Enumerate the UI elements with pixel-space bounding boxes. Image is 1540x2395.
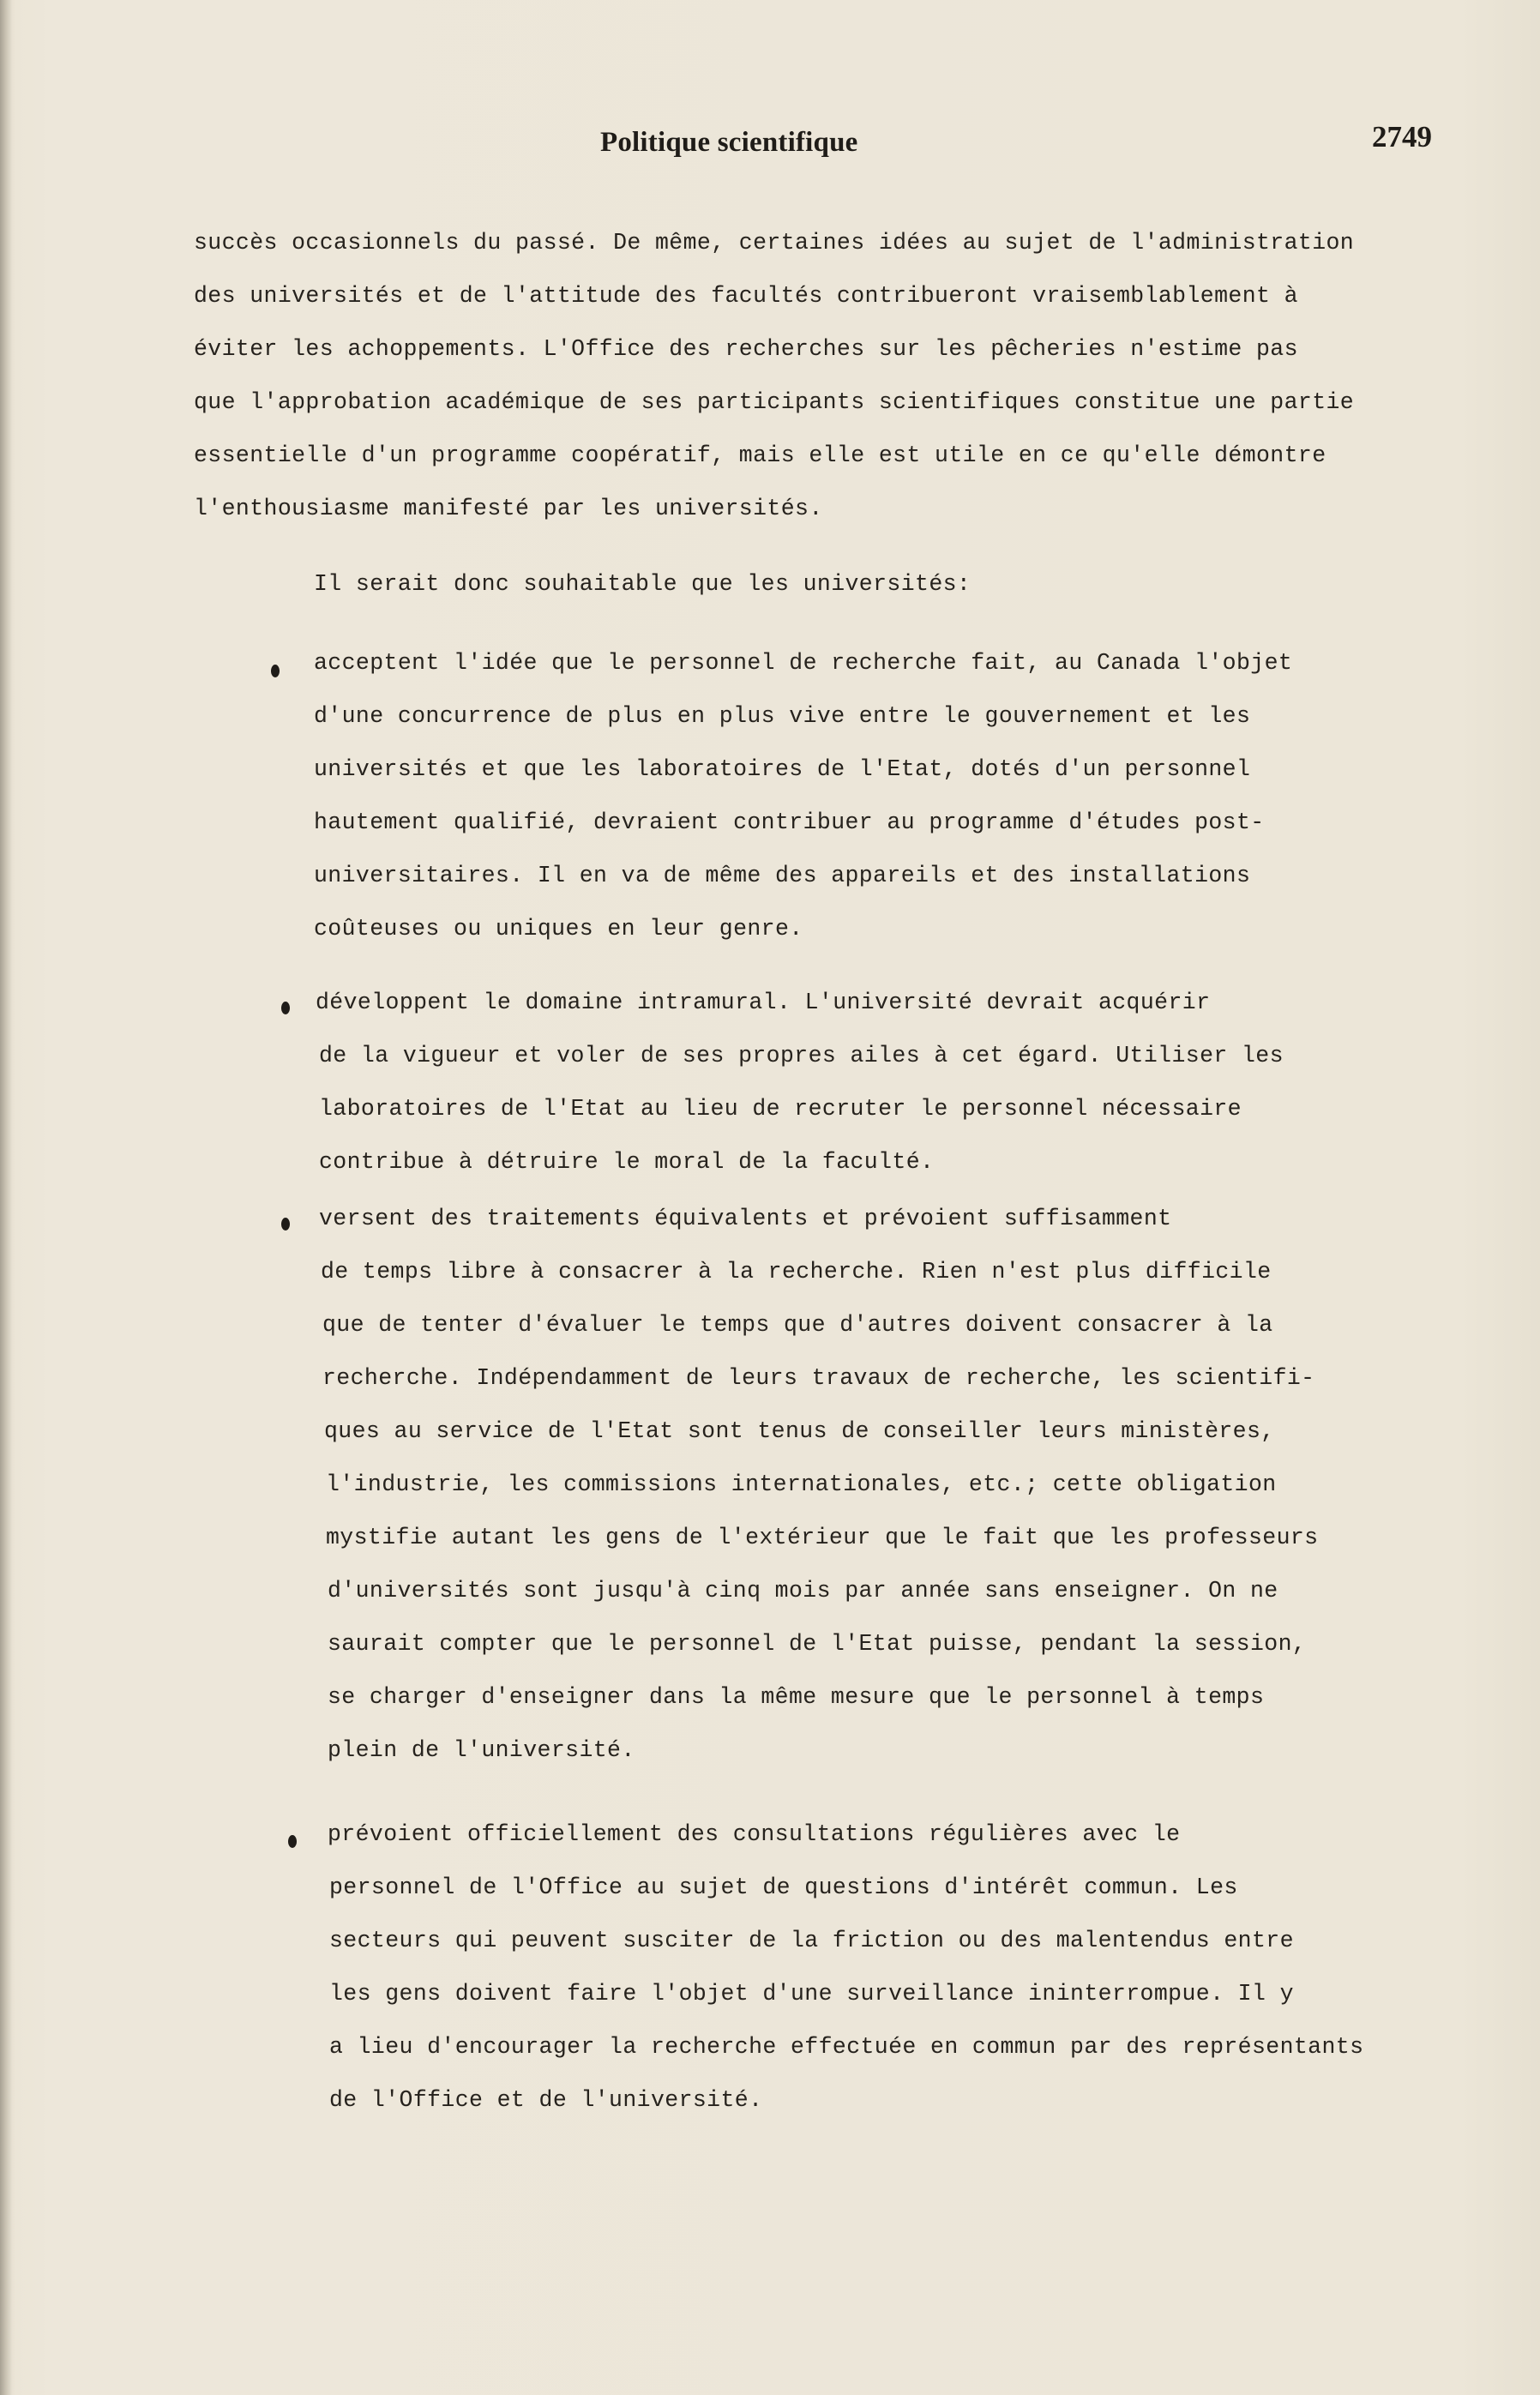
bullet-point-icon	[271, 665, 280, 677]
bullet-2-line: laboratoires de l'Etat au lieu de recruter le personnel nécessaire	[319, 1096, 1242, 1122]
bullet-1-line: acceptent l'idée que le personnel de recherche fait, au Canada l'objet	[314, 650, 1293, 676]
bullet-4-line: les gens doivent faire l'objet d'une surveillance ininterrompue. Il y	[329, 1981, 1294, 2007]
bullet-1-line: hautement qualifié, devraient contribuer au programme d'études post-	[314, 809, 1265, 835]
bullet-4-line: de l'Office et de l'université.	[329, 2087, 763, 2113]
bullet-1-line: d'une concurrence de plus en plus vive entre le gouvernement et les	[314, 703, 1251, 729]
text-line: l'enthousiasme manifesté par les universités.	[194, 496, 823, 521]
text-line: succès occasionnels du passé. De même, certaines idées au sujet de l'administration	[194, 230, 1355, 256]
bullet-1-line: coûteuses ou uniques en leur genre.	[314, 916, 803, 942]
bullet-point-icon	[288, 1835, 297, 1848]
bullet-3-line: l'industrie, les commissions internationales, etc.; cette obligation	[326, 1471, 1277, 1497]
bullet-2-line: contribue à détruire le moral de la faculté.	[319, 1149, 935, 1175]
bullet-3-line: recherche. Indépendamment de leurs travaux de recherche, les scientifi-	[322, 1365, 1315, 1391]
bullet-4-line: a lieu d'encourager la recherche effectuée en commun par des représentants	[329, 2034, 1364, 2060]
bullet-3-line: saurait compter que le personnel de l'Etat puisse, pendant la session,	[328, 1631, 1307, 1657]
text-line: que l'approbation académique de ses participants scientifiques constitue une partie	[194, 389, 1355, 415]
bullet-4-line: personnel de l'Office au sujet de questions d'intérêt commun. Les	[329, 1874, 1238, 1900]
bullet-4-line: prévoient officiellement des consultations régulières avec le	[328, 1821, 1181, 1847]
bullet-3-line: versent des traitements équivalents et prévoient suffisamment	[319, 1206, 1172, 1231]
page-header	[0, 120, 1540, 172]
bullet-point-icon	[281, 1218, 290, 1231]
bullet-1-line: universités et que les laboratoires de l'Etat, dotés d'un personnel	[314, 756, 1251, 782]
bullet-3-line: ques au service de l'Etat sont tenus de conseiller leurs ministères,	[324, 1418, 1275, 1444]
bullet-point-icon	[281, 1002, 290, 1014]
bullet-3-line: que de tenter d'évaluer le temps que d'autres doivent consacrer à la	[322, 1312, 1273, 1338]
bullet-3-line: mystifie autant les gens de l'extérieur que le fait que les professeurs	[326, 1525, 1319, 1550]
bullet-3-line: de temps libre à consacrer à la recherche. Rien n'est plus difficile	[321, 1259, 1272, 1285]
bullet-3-line: se charger d'enseigner dans la même mesure que le personnel à temps	[328, 1684, 1265, 1710]
page-binding-edge	[0, 0, 12, 2395]
text-line: essentielle d'un programme coopératif, mais elle est utile en ce qu'elle démontre	[194, 442, 1326, 468]
lead-in-line: Il serait donc souhaitable que les universités:	[314, 571, 972, 597]
running-title: Politique scientifique	[600, 127, 858, 158]
page-number: 2749	[1372, 120, 1432, 153]
bullet-3-line: plein de l'université.	[328, 1737, 635, 1763]
bullet-2-line: de la vigueur et voler de ses propres ailes à cet égard. Utiliser les	[319, 1043, 1284, 1068]
bullet-1-line: universitaires. Il en va de même des appareils et des installations	[314, 863, 1251, 888]
text-line: éviter les achoppements. L'Office des recherches sur les pêcheries n'estime pas	[194, 336, 1298, 362]
text-line: des universités et de l'attitude des facultés contribueront vraisemblablement à	[194, 283, 1298, 309]
bullet-4-line: secteurs qui peuvent susciter de la friction ou des malentendus entre	[329, 1928, 1294, 1953]
bullet-2-line: développent le domaine intramural. L'université devrait acquérir	[316, 990, 1211, 1015]
bullet-3-line: d'universités sont jusqu'à cinq mois par année sans enseigner. On ne	[328, 1578, 1278, 1604]
